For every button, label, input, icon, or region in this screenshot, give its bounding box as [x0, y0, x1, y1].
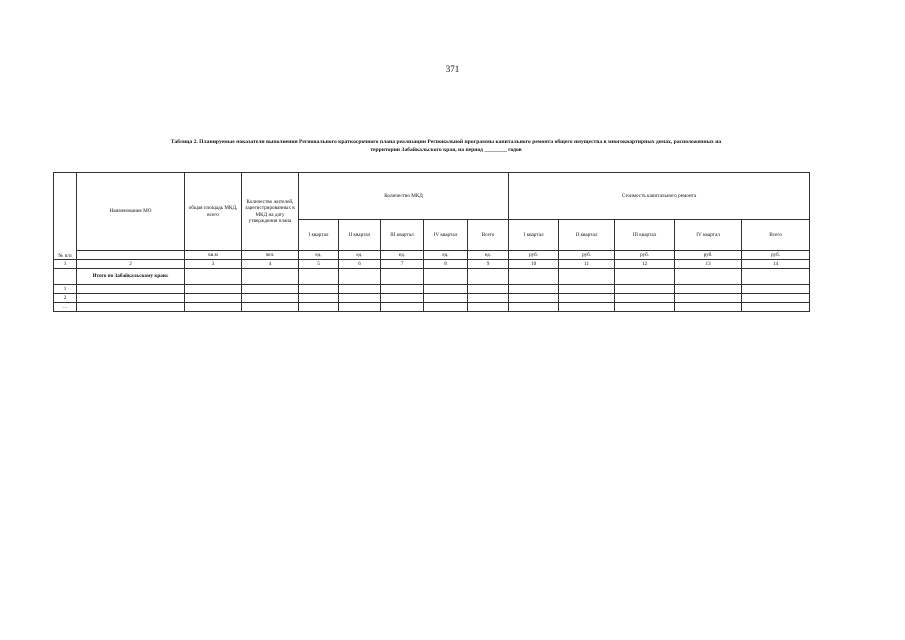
cell [77, 303, 185, 312]
cell [242, 285, 299, 294]
header-col-no: № п/п [54, 173, 77, 260]
cell [615, 303, 675, 312]
table-row [54, 303, 810, 312]
header-group-cost: Стоимость капитального ремонта [509, 173, 810, 220]
cell [615, 285, 675, 294]
cell [299, 303, 339, 312]
cell [299, 294, 339, 303]
unit-name [77, 251, 185, 260]
unit-mkd-q4: ед. [424, 251, 468, 260]
cell [742, 303, 810, 312]
cell [339, 269, 381, 285]
col-number-14: 14 [742, 260, 810, 269]
cell [185, 285, 242, 294]
cell [424, 285, 468, 294]
header-cost-q4: IV квартал [675, 220, 742, 251]
col-number-7: 7 [381, 260, 424, 269]
col-number-11: 11 [559, 260, 615, 269]
cell [185, 294, 242, 303]
cell [509, 294, 559, 303]
header-col-residents: Количество жителей, зарегистрированных в МКД на дату утверждения плана [242, 173, 299, 251]
table-row [54, 294, 810, 303]
cell [615, 269, 675, 285]
header-group-mkd: Количество МКД [299, 173, 509, 220]
col-number-4: 4 [242, 260, 299, 269]
header-mkd-q3: III квартал [381, 220, 424, 251]
cell [559, 269, 615, 285]
header-mkd-total: Всего [468, 220, 509, 251]
unit-mkd-total: ед. [468, 251, 509, 260]
cell [615, 294, 675, 303]
page-number: 371 [445, 64, 460, 74]
cell [509, 303, 559, 312]
unit-cost-total: руб. [742, 251, 810, 260]
cell [424, 303, 468, 312]
col-number-9: 9 [468, 260, 509, 269]
cell [339, 285, 381, 294]
header-mkd-q2: II квартал [339, 220, 381, 251]
unit-cost-q2: руб. [559, 251, 615, 260]
unit-cost-q3: руб. [615, 251, 675, 260]
unit-cost-q4: руб. [675, 251, 742, 260]
cell [381, 285, 424, 294]
caption-line-1: Таблица 2. Планируемые показатели выполнения Регионального краткосрочного плана реализации Региональной программы капитального ремонта общего имущества в многоквартирных домах, расположенных на [170, 139, 722, 145]
col-number-2: 2 [77, 260, 185, 269]
cell [242, 294, 299, 303]
cell [299, 285, 339, 294]
header-col-name: Наименование МО [77, 173, 185, 251]
unit-mkd-q2: ед. [339, 251, 381, 260]
unit-area: кв.м [185, 251, 242, 260]
cell [742, 294, 810, 303]
cell [742, 269, 810, 285]
cell [77, 285, 185, 294]
table-caption [66, 138, 826, 154]
cell [468, 269, 509, 285]
header-cost-q1: I квартал [509, 220, 559, 251]
col-number-5: 5 [299, 260, 339, 269]
cell [509, 269, 559, 285]
indicators-table [53, 172, 810, 312]
cell [339, 303, 381, 312]
cell [185, 303, 242, 312]
cell [242, 269, 299, 285]
col-number-13: 13 [675, 260, 742, 269]
cell [559, 294, 615, 303]
row-number: 1 [54, 285, 77, 294]
cell [299, 269, 339, 285]
header-col-area: общая площадь МКД, всего [185, 173, 242, 251]
col-number-3: 3 [185, 260, 242, 269]
cell [381, 269, 424, 285]
header-cost-q2: II квартал [559, 220, 615, 251]
cell [242, 303, 299, 312]
total-row-label: Итого по Забайкальскому краю: [77, 269, 185, 285]
cell [742, 285, 810, 294]
cell [468, 285, 509, 294]
col-number-8: 8 [424, 260, 468, 269]
col-number-1: 1 [54, 260, 77, 269]
cell [468, 294, 509, 303]
cell [424, 294, 468, 303]
unit-mkd-q1: ед. [299, 251, 339, 260]
cell [54, 269, 77, 285]
cell [468, 303, 509, 312]
cell [675, 269, 742, 285]
header-mkd-q4: IV квартал [424, 220, 468, 251]
cell [675, 294, 742, 303]
header-cost-q3: III квартал [615, 220, 675, 251]
cell [675, 285, 742, 294]
header-cost-total: Всего [742, 220, 810, 251]
cell [559, 303, 615, 312]
col-number-6: 6 [339, 260, 381, 269]
unit-mkd-q3: ед. [381, 251, 424, 260]
table-row-total [54, 269, 810, 285]
cell [559, 285, 615, 294]
col-number-12: 12 [615, 260, 675, 269]
caption-line-2: территории Забайкальского края, на период ________ годов [370, 147, 522, 153]
header-mkd-q1: I квартал [299, 220, 339, 251]
table-row [54, 285, 810, 294]
row-number: ... [54, 303, 77, 312]
unit-cost-q1: руб. [509, 251, 559, 260]
unit-residents: чел. [242, 251, 299, 260]
cell [185, 269, 242, 285]
cell [339, 294, 381, 303]
col-number-10: 10 [509, 260, 559, 269]
cell [509, 285, 559, 294]
cell [424, 269, 468, 285]
cell [381, 303, 424, 312]
cell [675, 303, 742, 312]
row-number: 2 [54, 294, 77, 303]
cell [381, 294, 424, 303]
cell [77, 294, 185, 303]
